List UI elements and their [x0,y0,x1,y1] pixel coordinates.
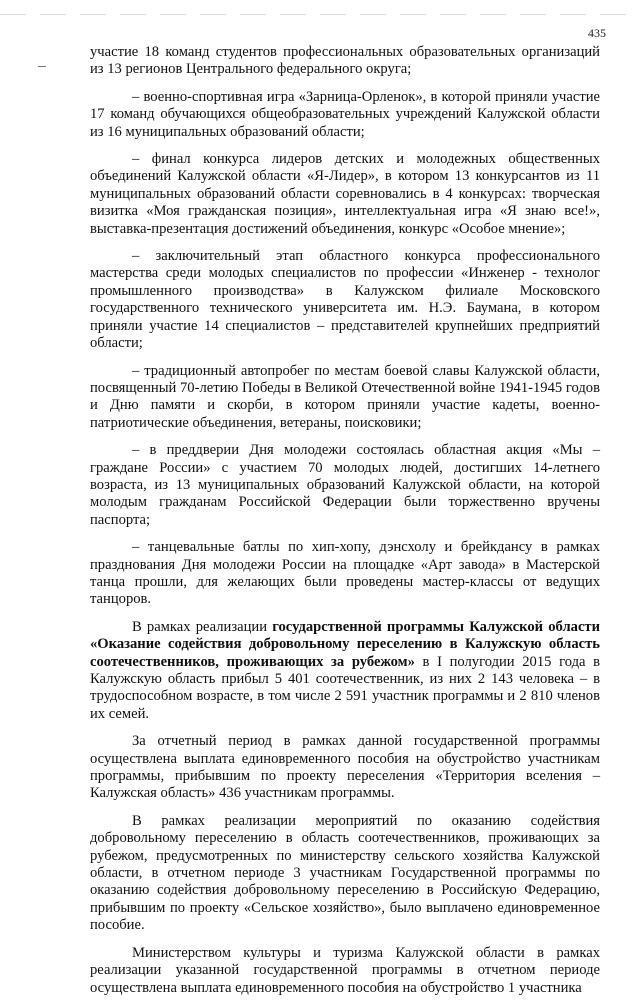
margin-mark [38,66,46,67]
paragraph-9: За отчетный период в рамках данной государственной программы осуществлена выплата единовременного пособия на обустройство участникам программы, прибывшим по проекту переселения «Территория вселения – Калужская область» 436 участникам программы. [90,733,600,802]
paragraph-5: – традиционный автопробег по местам боевой славы Калужской области, посвященный 70-летию Победы в Великой Отечественной войне 1941-1945 годов и Дню памяти и скорби, в котором приняли участие кадеты, военно-патриотические объединения, ветераны, поисковики; [90,362,600,431]
document-body [90,44,600,1007]
paragraph-11: Министерством культуры и туризма Калужской области в рамках реализации указанной государственной программы в отчетном периоде осуществлена выплата единовременного пособия на обустройство 1 участника [90,944,600,996]
paragraph-8-lead: В рамках реализации [132,618,273,635]
paragraph-3: – финал конкурса лидеров детских и молодежных общественных объединений Калужской области «Я-Лидер», в котором 13 конкурсантов из 11 муниципальных образований области соревновались в 4 конкурсах: творческая визитка «Моя гражданская позиция», интеллектуальная игра «Я знаю все!», выставка-презентация достижений объединения, конкурс «Особое мнение»; [90,151,600,237]
paragraph-7: – танцевальные батлы по хип-хопу, дэнсхолу и брейкдансу в рамках празднования Дня молодежи России на площадке «Арт завода» в Мастерской танца прошли, для желающих были проведены мастер-классы от ведущих танцоров. [90,539,600,608]
page-number: 435 [588,26,606,40]
scan-edge [0,14,640,15]
program-title: государственной программы Калужской области «Оказание содействия добровольному переселению в Калужскую область соотечественников, проживающих за рубежом» [90,618,600,670]
paragraph-8-rest: в I полугодии 2015 года в Калужскую область прибыл 5 401 соотечественник, из них 2 143 человека – в трудоспособном возрасте, в том числе 2 591 участник программы и 2 810 членов их семей. [90,653,600,722]
paragraph-2: – военно-спортивная игра «Зарница-Орленок», в которой приняли участие 17 команд обучающихся общеобразовательных учреждений Калужской области из 16 муниципальных образований области; [90,88,600,140]
paragraph-10: В рамках реализации мероприятий по оказанию содействия добровольному переселению в область соотечественников, проживающих за рубежом, предусмотренных по министерству сельского хозяйства Калужской области, в отчетном периоде 3 участникам Государственной программы по оказанию содействия добровольному переселению в Российскую Федерацию, прибывшим по проекту «Сельское хозяйство», было выплачено единовременное пособие. [90,812,600,934]
paragraph-4: – заключительный этап областного конкурса профессионального мастерства среди молодых специалистов по профессии «Инженер - технолог промышленного производства» в Калужском филиале Московского государственного технического университета им. Н.Э. Баумана, в котором приняли участие 14 специалистов – представителей крупнейших предприятий области; [90,248,600,352]
paragraph-6: – в преддверии Дня молодежи состоялась областная акция «Мы – граждане России» с участием 70 молодых людей, достигших 14-летнего возраста, из 13 муниципальных образований Калужской области, на которой молодым гражданам Российской Федерации были торжественно вручены паспорта; [90,442,600,528]
paragraph-8 [90,619,600,723]
paragraph-1: участие 18 команд студентов профессиональных образовательных организаций из 13 регионов Центрального федерального округа; [90,44,600,78]
